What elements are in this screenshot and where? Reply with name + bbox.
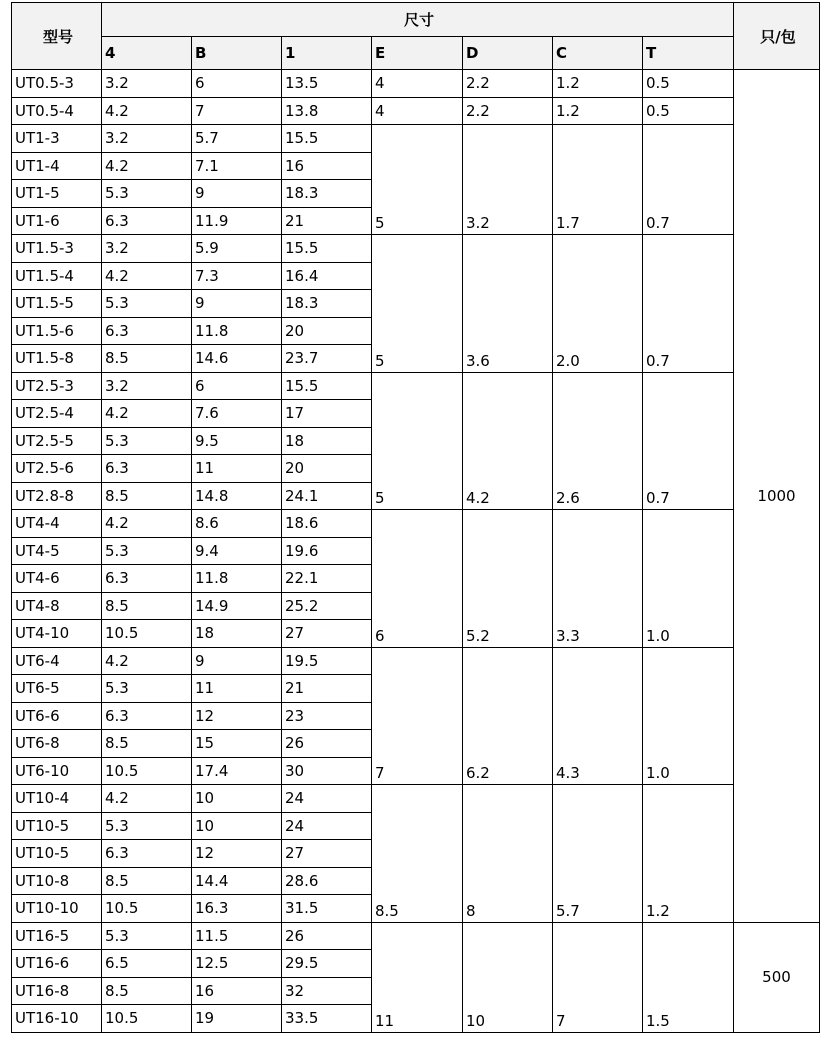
dim-4-cell: 4.2 [102, 510, 192, 538]
dim-e-cell: 7 [372, 647, 463, 785]
dim-e-cell: 8.5 [372, 785, 463, 923]
dim-1-cell: 30 [282, 757, 372, 785]
model-cell: UT1.5-4 [12, 262, 102, 290]
model-cell: UT10-10 [12, 895, 102, 923]
dim-b-cell: 11.8 [192, 317, 282, 345]
table-row [12, 922, 820, 950]
dim-c-cell: 1.2 [553, 97, 643, 125]
dim-4-cell: 3.2 [102, 372, 192, 400]
dim-b-cell: 14.6 [192, 345, 282, 373]
model-cell: UT2.5-4 [12, 400, 102, 428]
dim-1-cell: 28.6 [282, 867, 372, 895]
dim-b-cell: 10 [192, 785, 282, 813]
model-cell: UT1.5-8 [12, 345, 102, 373]
dim-1-cell: 24 [282, 785, 372, 813]
model-cell: UT10-4 [12, 785, 102, 813]
dim-d-cell: 8 [463, 785, 553, 923]
dim-b-cell: 7.1 [192, 152, 282, 180]
dim-c-cell: 4.3 [553, 647, 643, 785]
dim-e-cell: 4 [372, 70, 463, 98]
dim-4-cell: 8.5 [102, 482, 192, 510]
model-cell: UT10-5 [12, 812, 102, 840]
dimension-header: E [372, 37, 463, 70]
dim-b-cell: 9 [192, 290, 282, 318]
dim-b-cell: 7.3 [192, 262, 282, 290]
model-cell: UT1-5 [12, 180, 102, 208]
dim-4-cell: 5.3 [102, 180, 192, 208]
dim-1-cell: 24.1 [282, 482, 372, 510]
model-cell: UT1-4 [12, 152, 102, 180]
dim-b-cell: 19 [192, 1005, 282, 1033]
dim-1-cell: 15.5 [282, 372, 372, 400]
model-cell: UT10-8 [12, 867, 102, 895]
dim-4-cell: 4.2 [102, 400, 192, 428]
dim-1-cell: 27 [282, 840, 372, 868]
model-cell: UT1.5-3 [12, 235, 102, 263]
dim-4-cell: 6.3 [102, 565, 192, 593]
per-pack-cell: 500 [734, 922, 820, 1032]
dim-1-cell: 33.5 [282, 1005, 372, 1033]
dim-1-cell: 18.3 [282, 180, 372, 208]
table-row [12, 372, 820, 400]
dim-4-cell: 3.2 [102, 125, 192, 153]
dim-t-cell: 0.5 [643, 70, 734, 98]
dim-d-cell: 3.2 [463, 125, 553, 235]
dim-4-cell: 4.2 [102, 152, 192, 180]
dim-4-cell: 10.5 [102, 757, 192, 785]
model-cell: UT16-10 [12, 1005, 102, 1033]
model-cell: UT16-6 [12, 950, 102, 978]
dim-b-cell: 6 [192, 372, 282, 400]
dim-1-cell: 19.6 [282, 537, 372, 565]
dim-b-cell: 8.6 [192, 510, 282, 538]
dim-b-cell: 7.6 [192, 400, 282, 428]
dim-e-cell: 6 [372, 510, 463, 648]
dim-1-cell: 15.5 [282, 235, 372, 263]
table-row [12, 785, 820, 813]
dim-t-cell: 1.2 [643, 785, 734, 923]
dim-e-cell: 5 [372, 235, 463, 373]
model-cell: UT1.5-6 [12, 317, 102, 345]
dim-4-cell: 8.5 [102, 345, 192, 373]
table-row [12, 70, 820, 98]
per-pack-column-header: 只/包 [734, 3, 820, 70]
dim-t-cell: 0.7 [643, 125, 734, 235]
dim-4-cell: 6.5 [102, 950, 192, 978]
dim-1-cell: 18.6 [282, 510, 372, 538]
per-pack-cell: 1000 [734, 70, 820, 923]
dim-e-cell: 5 [372, 372, 463, 510]
dim-1-cell: 29.5 [282, 950, 372, 978]
dim-1-cell: 31.5 [282, 895, 372, 923]
dim-1-cell: 32 [282, 977, 372, 1005]
model-cell: UT4-6 [12, 565, 102, 593]
model-cell: UT4-8 [12, 592, 102, 620]
model-cell: UT4-5 [12, 537, 102, 565]
dim-4-cell: 10.5 [102, 620, 192, 648]
model-cell: UT1-3 [12, 125, 102, 153]
model-cell: UT6-5 [12, 675, 102, 703]
model-cell: UT16-8 [12, 977, 102, 1005]
dim-1-cell: 26 [282, 730, 372, 758]
dim-4-cell: 4.2 [102, 647, 192, 675]
dimension-header: T [643, 37, 734, 70]
dimension-header: 1 [282, 37, 372, 70]
dim-t-cell: 0.7 [643, 235, 734, 373]
dim-b-cell: 6 [192, 70, 282, 98]
dim-1-cell: 23 [282, 702, 372, 730]
dim-c-cell: 2.6 [553, 372, 643, 510]
dim-b-cell: 12 [192, 840, 282, 868]
dim-b-cell: 12.5 [192, 950, 282, 978]
dim-1-cell: 20 [282, 455, 372, 483]
table-row [12, 235, 820, 263]
dim-1-cell: 25.2 [282, 592, 372, 620]
dim-b-cell: 5.9 [192, 235, 282, 263]
table-row [12, 647, 820, 675]
dim-4-cell: 3.2 [102, 235, 192, 263]
model-cell: UT1.5-5 [12, 290, 102, 318]
dim-4-cell: 8.5 [102, 867, 192, 895]
dimension-header: B [192, 37, 282, 70]
dim-1-cell: 19.5 [282, 647, 372, 675]
dim-t-cell: 1.0 [643, 510, 734, 648]
dim-t-cell: 0.7 [643, 372, 734, 510]
dim-4-cell: 4.2 [102, 785, 192, 813]
model-cell: UT2.5-6 [12, 455, 102, 483]
dim-4-cell: 3.2 [102, 70, 192, 98]
dim-c-cell: 1.2 [553, 70, 643, 98]
model-cell: UT4-4 [12, 510, 102, 538]
model-cell: UT1-6 [12, 207, 102, 235]
dim-c-cell: 2.0 [553, 235, 643, 373]
dim-4-cell: 5.3 [102, 537, 192, 565]
dim-d-cell: 10 [463, 922, 553, 1032]
dim-b-cell: 14.8 [192, 482, 282, 510]
dim-4-cell: 6.3 [102, 455, 192, 483]
dim-1-cell: 16 [282, 152, 372, 180]
table-row [12, 125, 820, 153]
dim-4-cell: 5.3 [102, 290, 192, 318]
header-row-top [12, 3, 820, 37]
dim-1-cell: 16.4 [282, 262, 372, 290]
dim-4-cell: 5.3 [102, 427, 192, 455]
header-row-dimensions [12, 37, 820, 70]
dim-d-cell: 5.2 [463, 510, 553, 648]
dim-b-cell: 14.9 [192, 592, 282, 620]
model-cell: UT6-10 [12, 757, 102, 785]
table-row [12, 97, 820, 125]
model-column-header: 型号 [12, 3, 102, 70]
dim-d-cell: 6.2 [463, 647, 553, 785]
dim-b-cell: 12 [192, 702, 282, 730]
dim-1-cell: 21 [282, 207, 372, 235]
dim-1-cell: 18.3 [282, 290, 372, 318]
dim-4-cell: 5.3 [102, 922, 192, 950]
dim-b-cell: 9.5 [192, 427, 282, 455]
model-cell: UT6-4 [12, 647, 102, 675]
model-cell: UT0.5-4 [12, 97, 102, 125]
model-cell: UT6-6 [12, 702, 102, 730]
dim-c-cell: 1.7 [553, 125, 643, 235]
dim-b-cell: 16.3 [192, 895, 282, 923]
dimension-header: 4 [102, 37, 192, 70]
dim-1-cell: 13.8 [282, 97, 372, 125]
dim-t-cell: 0.5 [643, 97, 734, 125]
dim-t-cell: 1.0 [643, 647, 734, 785]
dim-c-cell: 5.7 [553, 785, 643, 923]
dim-b-cell: 11.9 [192, 207, 282, 235]
dim-e-cell: 4 [372, 97, 463, 125]
model-cell: UT16-5 [12, 922, 102, 950]
dim-b-cell: 16 [192, 977, 282, 1005]
dim-4-cell: 10.5 [102, 1005, 192, 1033]
table-body [12, 70, 820, 1033]
dim-4-cell: 6.3 [102, 840, 192, 868]
dim-b-cell: 7 [192, 97, 282, 125]
dim-1-cell: 21 [282, 675, 372, 703]
model-cell: UT2.5-5 [12, 427, 102, 455]
dim-b-cell: 10 [192, 812, 282, 840]
dim-4-cell: 6.3 [102, 317, 192, 345]
dim-1-cell: 26 [282, 922, 372, 950]
dim-4-cell: 4.2 [102, 97, 192, 125]
dim-1-cell: 13.5 [282, 70, 372, 98]
dim-1-cell: 15.5 [282, 125, 372, 153]
dim-d-cell: 3.6 [463, 235, 553, 373]
dim-b-cell: 9 [192, 647, 282, 675]
dim-t-cell: 1.5 [643, 922, 734, 1032]
model-cell: UT2.8-8 [12, 482, 102, 510]
dim-b-cell: 18 [192, 620, 282, 648]
dim-b-cell: 11 [192, 675, 282, 703]
model-cell: UT4-10 [12, 620, 102, 648]
dim-d-cell: 2.2 [463, 97, 553, 125]
model-cell: UT2.5-3 [12, 372, 102, 400]
dim-d-cell: 4.2 [463, 372, 553, 510]
dim-4-cell: 6.3 [102, 702, 192, 730]
dim-4-cell: 8.5 [102, 592, 192, 620]
table-row [12, 510, 820, 538]
dim-b-cell: 15 [192, 730, 282, 758]
dim-4-cell: 8.5 [102, 977, 192, 1005]
dim-1-cell: 23.7 [282, 345, 372, 373]
dim-e-cell: 11 [372, 922, 463, 1032]
dim-1-cell: 17 [282, 400, 372, 428]
dim-4-cell: 6.3 [102, 207, 192, 235]
terminal-spec-table [11, 2, 820, 1033]
dim-4-cell: 5.3 [102, 812, 192, 840]
dim-4-cell: 10.5 [102, 895, 192, 923]
dim-b-cell: 17.4 [192, 757, 282, 785]
dim-b-cell: 5.7 [192, 125, 282, 153]
dim-b-cell: 11 [192, 455, 282, 483]
dim-b-cell: 11.5 [192, 922, 282, 950]
dim-1-cell: 18 [282, 427, 372, 455]
model-cell: UT6-8 [12, 730, 102, 758]
size-group-header: 尺寸 [102, 3, 734, 37]
dim-1-cell: 24 [282, 812, 372, 840]
dim-1-cell: 27 [282, 620, 372, 648]
dim-c-cell: 7 [553, 922, 643, 1032]
dim-e-cell: 5 [372, 125, 463, 235]
dim-b-cell: 11.8 [192, 565, 282, 593]
dim-4-cell: 4.2 [102, 262, 192, 290]
dimension-header: C [553, 37, 643, 70]
dim-1-cell: 20 [282, 317, 372, 345]
dim-1-cell: 22.1 [282, 565, 372, 593]
dim-b-cell: 9.4 [192, 537, 282, 565]
model-cell: UT0.5-3 [12, 70, 102, 98]
model-cell: UT10-5 [12, 840, 102, 868]
dimension-header: D [463, 37, 553, 70]
dim-4-cell: 5.3 [102, 675, 192, 703]
dim-4-cell: 8.5 [102, 730, 192, 758]
dim-d-cell: 2.2 [463, 70, 553, 98]
dim-b-cell: 9 [192, 180, 282, 208]
dim-b-cell: 14.4 [192, 867, 282, 895]
dim-c-cell: 3.3 [553, 510, 643, 648]
